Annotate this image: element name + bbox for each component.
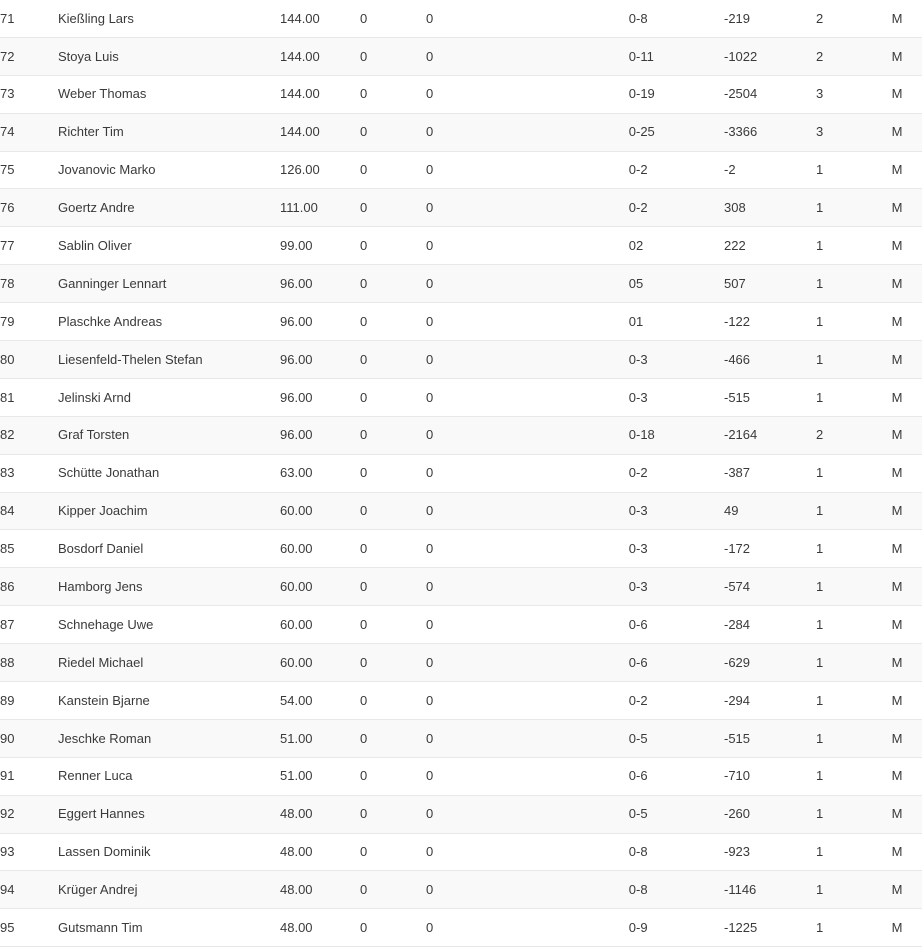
cell-player-name: Schütte Jonathan [58, 454, 280, 492]
cell-points: 99.00 [280, 227, 360, 265]
cell-points: 96.00 [280, 378, 360, 416]
cell-col-c: 0 [530, 416, 636, 454]
table-row [0, 75, 922, 113]
cell-rank: 93 [0, 833, 58, 871]
cell-rank: 83 [0, 454, 58, 492]
cell-rank: 90 [0, 719, 58, 757]
cell-rank: 91 [0, 757, 58, 795]
cell-points: 96.00 [280, 303, 360, 341]
cell-points: 111.00 [280, 189, 360, 227]
table-row [0, 492, 922, 530]
cell-col-b: 0 [426, 341, 530, 379]
cell-rank: 74 [0, 113, 58, 151]
cell-player-name: Renner Luca [58, 757, 280, 795]
cell-col-g: M [872, 37, 922, 75]
cell-rank: 85 [0, 530, 58, 568]
table-row [0, 795, 922, 833]
cell-rank: 75 [0, 151, 58, 189]
table-row [0, 568, 922, 606]
cell-col-a: 0 [360, 719, 426, 757]
table-row [0, 113, 922, 151]
table-row [0, 37, 922, 75]
cell-col-c: 0 [530, 795, 636, 833]
cell-col-g: M [872, 568, 922, 606]
cell-col-a: 0 [360, 833, 426, 871]
cell-rank: 76 [0, 189, 58, 227]
cell-col-f: 1 [816, 682, 872, 720]
cell-player-name: Jeschke Roman [58, 719, 280, 757]
cell-points: 48.00 [280, 871, 360, 909]
table-row [0, 151, 922, 189]
cell-rank: 95 [0, 909, 58, 947]
cell-col-c: 0 [530, 719, 636, 757]
cell-col-a: 0 [360, 227, 426, 265]
cell-rank: 87 [0, 606, 58, 644]
cell-col-d: -3 [636, 341, 724, 379]
cell-col-d: -6 [636, 606, 724, 644]
cell-col-c: 0 [530, 341, 636, 379]
cell-col-b: 0 [426, 151, 530, 189]
cell-col-e: 222 [724, 227, 816, 265]
cell-col-g: M [872, 833, 922, 871]
cell-points: 96.00 [280, 416, 360, 454]
cell-player-name: Ganninger Lennart [58, 265, 280, 303]
cell-col-a: 0 [360, 189, 426, 227]
cell-points: 126.00 [280, 151, 360, 189]
cell-points: 54.00 [280, 682, 360, 720]
cell-col-a: 0 [360, 151, 426, 189]
table-row [0, 454, 922, 492]
cell-col-f: 1 [816, 909, 872, 947]
cell-rank: 84 [0, 492, 58, 530]
table-row [0, 757, 922, 795]
cell-col-f: 1 [816, 568, 872, 606]
cell-col-e: -1225 [724, 909, 816, 947]
cell-player-name: Schnehage Uwe [58, 606, 280, 644]
cell-col-a: 0 [360, 530, 426, 568]
cell-col-b: 0 [426, 568, 530, 606]
cell-col-d: -18 [636, 416, 724, 454]
cell-points: 144.00 [280, 0, 360, 37]
cell-col-c: 0 [530, 871, 636, 909]
cell-col-f: 1 [816, 454, 872, 492]
table-row [0, 871, 922, 909]
cell-col-a: 0 [360, 757, 426, 795]
cell-col-c: 0 [530, 75, 636, 113]
cell-points: 96.00 [280, 265, 360, 303]
cell-points: 60.00 [280, 492, 360, 530]
cell-points: 144.00 [280, 113, 360, 151]
cell-col-f: 2 [816, 416, 872, 454]
cell-col-c: 0 [530, 909, 636, 947]
table-row [0, 378, 922, 416]
cell-col-b: 0 [426, 719, 530, 757]
cell-col-e: 49 [724, 492, 816, 530]
cell-col-e: -515 [724, 378, 816, 416]
cell-col-b: 0 [426, 492, 530, 530]
cell-col-g: M [872, 151, 922, 189]
cell-col-c: 0 [530, 682, 636, 720]
cell-col-d: 2 [636, 227, 724, 265]
cell-col-f: 2 [816, 0, 872, 37]
cell-col-d: -3 [636, 530, 724, 568]
cell-rank: 77 [0, 227, 58, 265]
cell-col-f: 1 [816, 265, 872, 303]
cell-col-f: 1 [816, 378, 872, 416]
cell-col-d: 1 [636, 303, 724, 341]
cell-col-f: 1 [816, 795, 872, 833]
cell-player-name: Krüger Andrej [58, 871, 280, 909]
cell-col-e: -574 [724, 568, 816, 606]
cell-col-e: -710 [724, 757, 816, 795]
cell-col-f: 1 [816, 871, 872, 909]
cell-col-f: 1 [816, 530, 872, 568]
cell-col-e: -2 [724, 151, 816, 189]
cell-col-g: M [872, 0, 922, 37]
cell-col-f: 1 [816, 719, 872, 757]
cell-col-a: 0 [360, 341, 426, 379]
cell-col-b: 0 [426, 75, 530, 113]
cell-col-d: -8 [636, 833, 724, 871]
cell-col-e: -284 [724, 606, 816, 644]
cell-player-name: Liesenfeld-Thelen Stefan [58, 341, 280, 379]
cell-player-name: Jelinski Arnd [58, 378, 280, 416]
cell-col-a: 0 [360, 416, 426, 454]
cell-col-d: -8 [636, 871, 724, 909]
cell-col-b: 0 [426, 644, 530, 682]
cell-col-g: M [872, 492, 922, 530]
table-row [0, 530, 922, 568]
table-row [0, 265, 922, 303]
cell-col-b: 0 [426, 454, 530, 492]
cell-col-f: 3 [816, 113, 872, 151]
cell-col-f: 1 [816, 606, 872, 644]
cell-points: 144.00 [280, 75, 360, 113]
cell-col-g: M [872, 378, 922, 416]
cell-col-c: 0 [530, 113, 636, 151]
cell-rank: 88 [0, 644, 58, 682]
cell-col-b: 0 [426, 757, 530, 795]
cell-rank: 92 [0, 795, 58, 833]
cell-col-g: M [872, 644, 922, 682]
cell-col-c: 0 [530, 606, 636, 644]
cell-col-a: 0 [360, 682, 426, 720]
cell-col-f: 1 [816, 303, 872, 341]
cell-col-b: 0 [426, 416, 530, 454]
cell-player-name: Graf Torsten [58, 416, 280, 454]
cell-rank: 80 [0, 341, 58, 379]
cell-col-e: -260 [724, 795, 816, 833]
cell-rank: 71 [0, 0, 58, 37]
cell-col-d: -2 [636, 189, 724, 227]
cell-points: 63.00 [280, 454, 360, 492]
cell-col-g: M [872, 75, 922, 113]
cell-player-name: Riedel Michael [58, 644, 280, 682]
cell-col-d: -3 [636, 378, 724, 416]
cell-col-g: M [872, 113, 922, 151]
table-row [0, 682, 922, 720]
cell-col-g: M [872, 189, 922, 227]
cell-player-name: Eggert Hannes [58, 795, 280, 833]
cell-col-c: 0 [530, 454, 636, 492]
cell-col-c: 0 [530, 833, 636, 871]
cell-col-c: 0 [530, 265, 636, 303]
table-row [0, 644, 922, 682]
cell-col-f: 1 [816, 757, 872, 795]
table-row [0, 303, 922, 341]
cell-col-e: -2504 [724, 75, 816, 113]
cell-col-b: 0 [426, 265, 530, 303]
cell-col-b: 0 [426, 189, 530, 227]
cell-col-d: -9 [636, 909, 724, 947]
cell-col-e: -3366 [724, 113, 816, 151]
cell-col-b: 0 [426, 113, 530, 151]
table-row [0, 606, 922, 644]
cell-col-f: 1 [816, 227, 872, 265]
cell-col-a: 0 [360, 378, 426, 416]
cell-col-d: -3 [636, 568, 724, 606]
cell-col-g: M [872, 757, 922, 795]
cell-col-c: 0 [530, 0, 636, 37]
cell-col-a: 0 [360, 568, 426, 606]
cell-col-c: 0 [530, 492, 636, 530]
cell-col-e: -1146 [724, 871, 816, 909]
cell-col-c: 0 [530, 378, 636, 416]
table-row [0, 416, 922, 454]
cell-col-b: 0 [426, 530, 530, 568]
cell-col-d: -3 [636, 492, 724, 530]
cell-col-g: M [872, 606, 922, 644]
cell-col-e: -172 [724, 530, 816, 568]
cell-points: 48.00 [280, 909, 360, 947]
cell-col-e: 507 [724, 265, 816, 303]
cell-rank: 81 [0, 378, 58, 416]
cell-col-e: 308 [724, 189, 816, 227]
cell-col-g: M [872, 341, 922, 379]
cell-player-name: Kipper Joachim [58, 492, 280, 530]
cell-rank: 82 [0, 416, 58, 454]
cell-col-a: 0 [360, 303, 426, 341]
cell-col-e: -387 [724, 454, 816, 492]
cell-col-c: 0 [530, 151, 636, 189]
cell-col-f: 1 [816, 189, 872, 227]
cell-col-a: 0 [360, 492, 426, 530]
cell-col-e: -122 [724, 303, 816, 341]
cell-col-g: M [872, 227, 922, 265]
cell-col-b: 0 [426, 37, 530, 75]
cell-col-f: 2 [816, 37, 872, 75]
cell-col-c: 0 [530, 227, 636, 265]
cell-points: 60.00 [280, 530, 360, 568]
cell-player-name: Richter Tim [58, 113, 280, 151]
table-row [0, 227, 922, 265]
cell-points: 48.00 [280, 833, 360, 871]
cell-col-g: M [872, 530, 922, 568]
cell-col-b: 0 [426, 0, 530, 37]
cell-col-b: 0 [426, 378, 530, 416]
cell-col-f: 3 [816, 75, 872, 113]
cell-points: 96.00 [280, 341, 360, 379]
cell-player-name: Stoya Luis [58, 37, 280, 75]
cell-col-c: 0 [530, 189, 636, 227]
cell-player-name: Weber Thomas [58, 75, 280, 113]
cell-rank: 94 [0, 871, 58, 909]
cell-col-g: M [872, 454, 922, 492]
cell-col-a: 0 [360, 113, 426, 151]
cell-col-e: -219 [724, 0, 816, 37]
cell-player-name: Bosdorf Daniel [58, 530, 280, 568]
cell-col-d: -19 [636, 75, 724, 113]
cell-player-name: Kießling Lars [58, 0, 280, 37]
cell-col-d: -11 [636, 37, 724, 75]
cell-points: 51.00 [280, 719, 360, 757]
cell-col-c: 0 [530, 757, 636, 795]
cell-col-d: -25 [636, 113, 724, 151]
cell-rank: 86 [0, 568, 58, 606]
cell-col-b: 0 [426, 227, 530, 265]
cell-col-a: 0 [360, 75, 426, 113]
cell-col-c: 0 [530, 530, 636, 568]
cell-points: 60.00 [280, 568, 360, 606]
cell-col-c: 0 [530, 568, 636, 606]
cell-col-a: 0 [360, 644, 426, 682]
cell-col-f: 1 [816, 341, 872, 379]
cell-col-f: 1 [816, 492, 872, 530]
table-row [0, 909, 922, 947]
cell-player-name: Jovanovic Marko [58, 151, 280, 189]
cell-col-d: -2 [636, 454, 724, 492]
cell-col-a: 0 [360, 795, 426, 833]
cell-points: 144.00 [280, 37, 360, 75]
cell-player-name: Lassen Dominik [58, 833, 280, 871]
cell-col-a: 0 [360, 37, 426, 75]
cell-player-name: Hamborg Jens [58, 568, 280, 606]
cell-col-d: -5 [636, 719, 724, 757]
table-row [0, 0, 922, 37]
cell-points: 60.00 [280, 606, 360, 644]
cell-col-a: 0 [360, 454, 426, 492]
cell-col-e: -1022 [724, 37, 816, 75]
cell-points: 51.00 [280, 757, 360, 795]
cell-col-b: 0 [426, 795, 530, 833]
cell-col-f: 1 [816, 644, 872, 682]
cell-col-b: 0 [426, 303, 530, 341]
cell-rank: 73 [0, 75, 58, 113]
cell-col-e: -2164 [724, 416, 816, 454]
cell-col-b: 0 [426, 871, 530, 909]
cell-player-name: Plaschke Andreas [58, 303, 280, 341]
cell-col-d: -2 [636, 682, 724, 720]
cell-col-a: 0 [360, 0, 426, 37]
cell-points: 48.00 [280, 795, 360, 833]
cell-player-name: Gutsmann Tim [58, 909, 280, 947]
cell-col-a: 0 [360, 606, 426, 644]
cell-col-e: -515 [724, 719, 816, 757]
cell-col-a: 0 [360, 871, 426, 909]
cell-points: 60.00 [280, 644, 360, 682]
cell-col-d: -2 [636, 151, 724, 189]
cell-col-g: M [872, 871, 922, 909]
cell-col-g: M [872, 265, 922, 303]
cell-col-f: 1 [816, 833, 872, 871]
cell-rank: 89 [0, 682, 58, 720]
cell-col-e: -629 [724, 644, 816, 682]
cell-player-name: Goertz Andre [58, 189, 280, 227]
cell-col-d: -8 [636, 0, 724, 37]
cell-col-g: M [872, 416, 922, 454]
cell-col-d: -6 [636, 644, 724, 682]
cell-col-c: 0 [530, 37, 636, 75]
cell-col-a: 0 [360, 265, 426, 303]
cell-col-d: 5 [636, 265, 724, 303]
cell-col-c: 0 [530, 303, 636, 341]
cell-player-name: Kanstein Bjarne [58, 682, 280, 720]
table-row [0, 833, 922, 871]
cell-col-e: -923 [724, 833, 816, 871]
cell-col-g: M [872, 303, 922, 341]
cell-col-g: M [872, 719, 922, 757]
table-row [0, 189, 922, 227]
cell-rank: 72 [0, 37, 58, 75]
table-row [0, 719, 922, 757]
cell-col-d: -5 [636, 795, 724, 833]
table-row [0, 341, 922, 379]
cell-col-b: 0 [426, 909, 530, 947]
cell-col-b: 0 [426, 606, 530, 644]
cell-col-b: 0 [426, 833, 530, 871]
cell-col-g: M [872, 909, 922, 947]
cell-col-g: M [872, 795, 922, 833]
cell-col-g: M [872, 682, 922, 720]
cell-rank: 78 [0, 265, 58, 303]
cell-col-e: -466 [724, 341, 816, 379]
cell-player-name: Sablin Oliver [58, 227, 280, 265]
cell-rank: 79 [0, 303, 58, 341]
cell-col-a: 0 [360, 909, 426, 947]
cell-col-b: 0 [426, 682, 530, 720]
cell-col-f: 1 [816, 151, 872, 189]
cell-col-d: -6 [636, 757, 724, 795]
cell-col-c: 0 [530, 644, 636, 682]
cell-col-e: -294 [724, 682, 816, 720]
